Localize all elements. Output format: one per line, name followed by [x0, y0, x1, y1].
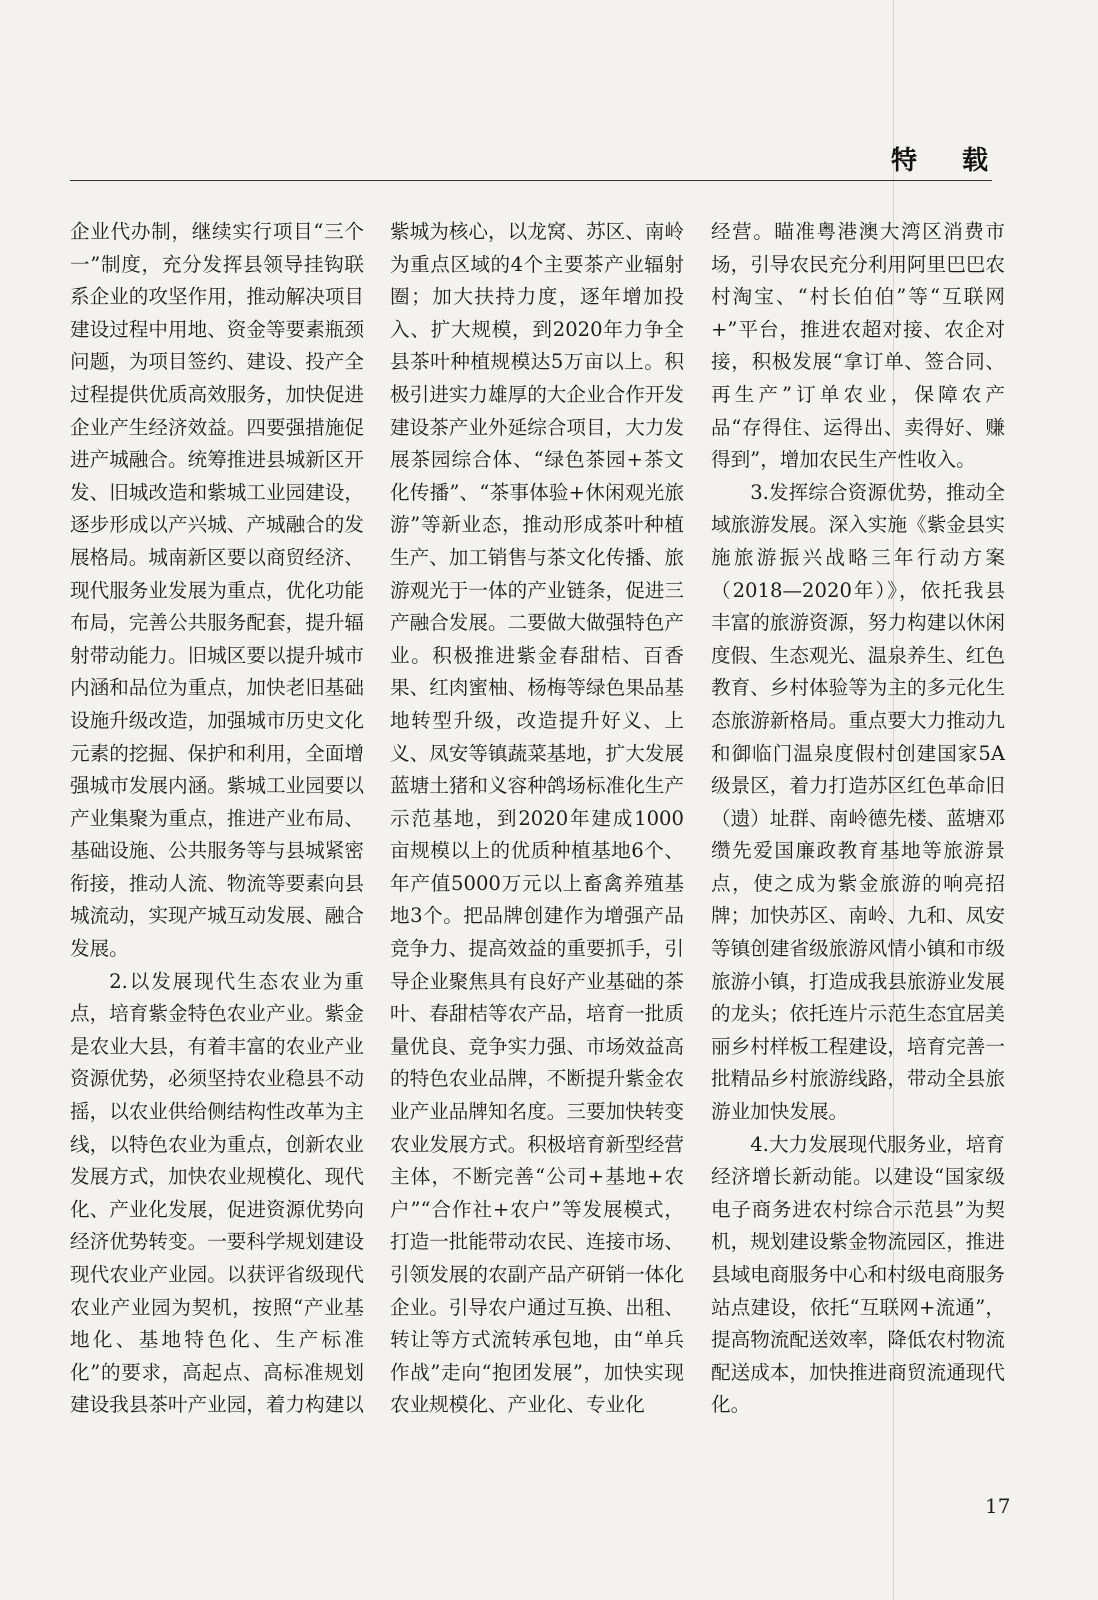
- paragraph: 紫城为核心，以龙窝、苏区、南岭为重点区域的4个主要茶产业辐射圈；加大扶持力度，逐年增加投入、扩大规模，到2020年力争全县茶叶种植规模达5万亩以上。积极引进实力雄厚的大企业合作开发建设茶产业外延综合项目，大力发展茶园综合体、“绿色茶园+茶文化传播”、“茶事体验+休闲观光旅游”等新业态，推动形成茶叶种植生产、加工销售与茶文化传播、旅游观光于一体的产业链条，促进三产融合发展。二要做大做强特色产业。积极推进紫金春甜桔、百香果、红肉蜜柚、杨梅等绿色果品基地转型升级，改造提升好义、上义、凤安等镇蔬菜基地，扩大发展蓝塘土猪和义容种鸽场标准化生产示范基地，到2020年建成1000亩规模以上的优质种植基地6个、年产值5000万元以上畜禽养殖基地3个。把品牌创建作为增强产品竞争力、提高效益的重要抓手，引导企业聚焦具有良好产业基础的茶叶、春甜桔等农产品，培育一批质量优良、竞争实力强、市场效益高的特色农业品牌，不断提升紫金农业产业品牌知名度。三要加快转变农业发展方式。积极培育新型经营主体，不断完善“公司+基地+农户”“合作社+农户”等发展模式，打造一批能带动农民、连接市场、引领发展的农副产品产研销一体化企业。引导农户通过互换、出租、转让等方式流转承包地，由“单兵作战”走向“抱团发展”，加快实现农业规模化、产业化、专业化: [390, 220, 684, 1417]
- text-column-3: [711, 216, 1005, 1422]
- paragraph: 经营。瞄准粤港澳大湾区消费市场，引导农民充分利用阿里巴巴农村淘宝、“村长伯伯”等“互联网+”平台，推进农超对接、农企对接，积极发展“拿订单、签合同、再生产”订单农业，保障农产品“存得住、运得出、卖得好、赚得到”，增加农民生产性收入。: [711, 220, 1005, 472]
- paragraph: 2.以发展现代生态农业为重点，培育紫金特色农业产业。紫金是农业大县，有着丰富的农业产业资源优势，必须坚持农业稳县不动摇，以农业供给侧结构性改革为主线，以特色农业为重点，创新农业发展方式，加快农业规模化、现代化、产业化发展，促进资源优势向经济优势转变。一要科学规划建设现代农业产业园。以获评省级现代农业产业园为契机，按照“产业基地化、基地特色化、生产标准化”的要求，高起点、高标准规划建设我县茶叶产业园，着力构建以: [70, 969, 364, 1417]
- paragraph: 4.大力发展现代服务业，培育经济增长新动能。以建设“国家级电子商务进农村综合示范县”为契机，规划建设紫金物流园区，推进县域电商服务中心和村级电商服务站点建设，依托“互联网+流通”，提高物流配送效率，降低农村物流配送成本，加快推进商贸流通现代化。: [711, 1132, 1005, 1417]
- page-number: 17: [985, 1494, 1011, 1518]
- text-column-2: [390, 216, 684, 1422]
- paragraph: 3.发挥综合资源优势，推动全域旅游发展。深入实施《紫金县实施旅游振兴战略三年行动方案（2018—2020年）》，依托我县丰富的旅游资源，努力构建以休闲度假、生态观光、温泉养生、红色教育、乡村体验等为主的多元化生态旅游新格局。重点要大力推动九和御临门温泉度假村创建国家5A级景区，着力打造苏区红色革命旧（遗）址群、南岭德先楼、蓝塘邓缵先爱国廉政教育基地等旅游景点，使之成为紫金旅游的响亮招牌；加快苏区、南岭、九和、凤安等镇创建省级旅游风情小镇和市级旅游小镇，打造成我县旅游业发展的龙头；依托连片示范生态宜居美丽乡村样板工程建设，培育完善一批精品乡村旅游线路，带动全县旅游业加快发展。: [711, 480, 1005, 1124]
- header-rule: [70, 180, 992, 181]
- text-column-1: [70, 216, 364, 1422]
- paragraph: 企业代办制，继续实行项目“三个一”制度，充分发挥县领导挂钩联系企业的攻坚作用，推动解决项目建设过程中用地、资金等要素瓶颈问题，为项目签约、建设、投产全过程提供优质高效服务，加快促进企业产生经济效益。四要强措施促进产城融合。统筹推进县城新区开发、旧城改造和紫城工业园建设，逐步形成以产兴城、产城融合的发展格局。城南新区要以商贸经济、现代服务业发展为重点，优化功能布局，完善公共服务配套，提升辐射带动能力。旧城区要以提升城市内涵和品位为重点，加快老旧基础设施升级改造，加强城市历史文化元素的挖掘、保护和利用，全面增强城市发展内涵。紫城工业园要以产业集聚为重点，推进产业布局、基础设施、公共服务等与县城紧密衔接，推动人流、物流等要素向县城流动，实现产城互动发展、融合发展。: [70, 220, 364, 961]
- section-header-title: 特 载: [891, 146, 1007, 176]
